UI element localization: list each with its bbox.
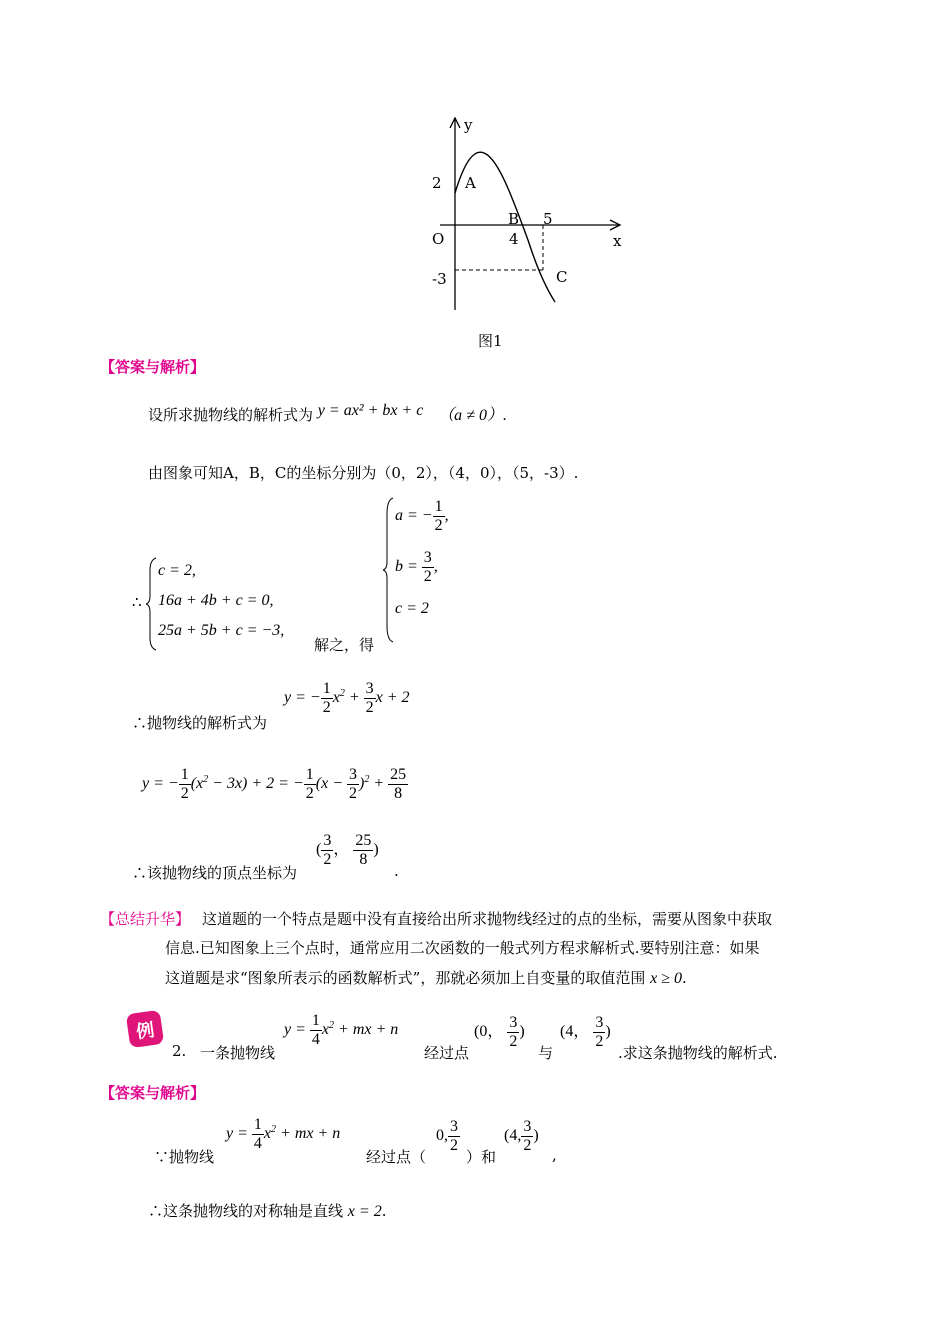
- figure-caption: 图1: [478, 332, 503, 350]
- sys-eq-1: c = 2,: [158, 562, 196, 579]
- answer-heading-1: 【答案与解析】: [100, 358, 206, 376]
- parabola-equation: y = − $\frac{1}{2}$ $x^2$ + $\frac{3}{2}$ x + 2: [284, 680, 410, 716]
- equation-system-brace: [146, 556, 158, 656]
- domain-condition: x ≥ 0: [650, 970, 683, 987]
- summary-line1: 这道题的一个特点是题中没有直接给出所求抛物线经过的点的坐标，需要从图象中获取: [202, 910, 773, 928]
- parabola-text: ∴抛物线的解析式为: [132, 714, 268, 732]
- example-text3: 与: [538, 1044, 554, 1062]
- summary-line3-end: .: [682, 969, 687, 987]
- vertex-form-equation: y = − $\frac{1}{2}$ $(x^2 - 3x) + 2$ = − $\frac{1}{2}$ (x − $\frac{3}{2}$ )$^2$ + $\frac{25}{8}$: [142, 766, 407, 802]
- vertex-text: ∴该抛物线的顶点坐标为: [132, 864, 298, 882]
- answer1-line1: [148, 402, 507, 425]
- summary-heading: 【总结升华】: [100, 910, 191, 928]
- answer1-line1-prefix: 设所求抛物线的解析式为: [148, 406, 314, 424]
- example-badge-text: 例: [134, 1019, 156, 1044]
- axis-x-label: x: [613, 232, 622, 250]
- answer-heading-2: 【答案与解析】: [100, 1084, 206, 1102]
- axis-text: ∴这条抛物线的对称轴是直线: [148, 1202, 344, 1220]
- therefore-symbol-1: ∴: [132, 593, 142, 611]
- axis-equation: x = 2: [347, 1203, 382, 1220]
- origin-label: O: [432, 230, 445, 248]
- sys-eq-2: 16a + 4b + c = 0,: [158, 592, 274, 609]
- a-nonzero-condition: （a ≠ 0）.: [438, 407, 507, 424]
- passes-text: 经过点（: [366, 1148, 427, 1166]
- tick-neg3: -3: [432, 270, 447, 288]
- solution-a: a = − $\frac{1}{2}$ ,: [395, 498, 449, 534]
- axis-end: .: [381, 1202, 387, 1220]
- tick-5: 5: [543, 210, 553, 228]
- example-badge: [126, 1010, 164, 1048]
- summary-line3: [165, 967, 687, 988]
- summary-line2: 信息.已知图象上三个点时，通常应用二次函数的一般式列方程求解析式.要特别注意：如果: [165, 939, 760, 957]
- parabola-graph: [420, 110, 640, 320]
- example-text1: 一条抛物线: [200, 1044, 276, 1062]
- answer2-point1: 0, $\frac{3}{2}$: [436, 1118, 458, 1154]
- tick-4: 4: [509, 230, 519, 248]
- answer2-equation: y = $\frac{1}{4}$ $x^2$ + mx + n: [226, 1116, 341, 1152]
- solve-text: 解之，得: [314, 636, 375, 654]
- solution-system-brace: [383, 496, 395, 648]
- answer2-comma: ,: [552, 1146, 557, 1164]
- general-form-equation: y = ax² + bx + c: [317, 402, 424, 419]
- and-text: ）和: [466, 1148, 497, 1166]
- axis-line: [148, 1200, 386, 1221]
- axis-y-label: y: [464, 116, 473, 134]
- solution-b: b = $\frac{3}{2}$ ,: [395, 549, 438, 585]
- because-text: ∵抛物线: [154, 1148, 215, 1166]
- vertex-coordinates: ( $\frac{3}{2}$ ， $\frac{25}{8}$ ): [316, 832, 379, 868]
- answer2-point2: (4, $\frac{3}{2}$ ): [504, 1118, 539, 1154]
- example-point2: (4， $\frac{3}{2}$ ): [560, 1014, 611, 1050]
- vertex-end: .: [394, 862, 399, 880]
- answer1-line2: 由图象可知A，B，C的坐标分别为（0，2），（4，0），（5，-3）.: [148, 464, 579, 482]
- point-a-label: A: [465, 174, 476, 192]
- sys-eq-3: 25a + 5b + c = −3,: [158, 622, 285, 639]
- solution-c: c = 2: [395, 600, 429, 617]
- point-b-label: B: [508, 210, 520, 228]
- point-c-label: C: [556, 268, 568, 286]
- example-text4: .求这条抛物线的解析式.: [618, 1044, 778, 1062]
- example-point1: (0， $\frac{3}{2}$ ): [474, 1014, 525, 1050]
- example-equation: y = $\frac{1}{4}$ $x^2$ + mx + n: [284, 1012, 399, 1048]
- tick-2: 2: [432, 174, 442, 192]
- example-number: 2.: [172, 1042, 187, 1060]
- example-text2: 经过点: [424, 1044, 470, 1062]
- summary-line3-text: 这道题是求“图象所表示的函数解析式”，那就必须加上自变量的取值范围: [165, 969, 646, 987]
- figure-1: [420, 110, 640, 320]
